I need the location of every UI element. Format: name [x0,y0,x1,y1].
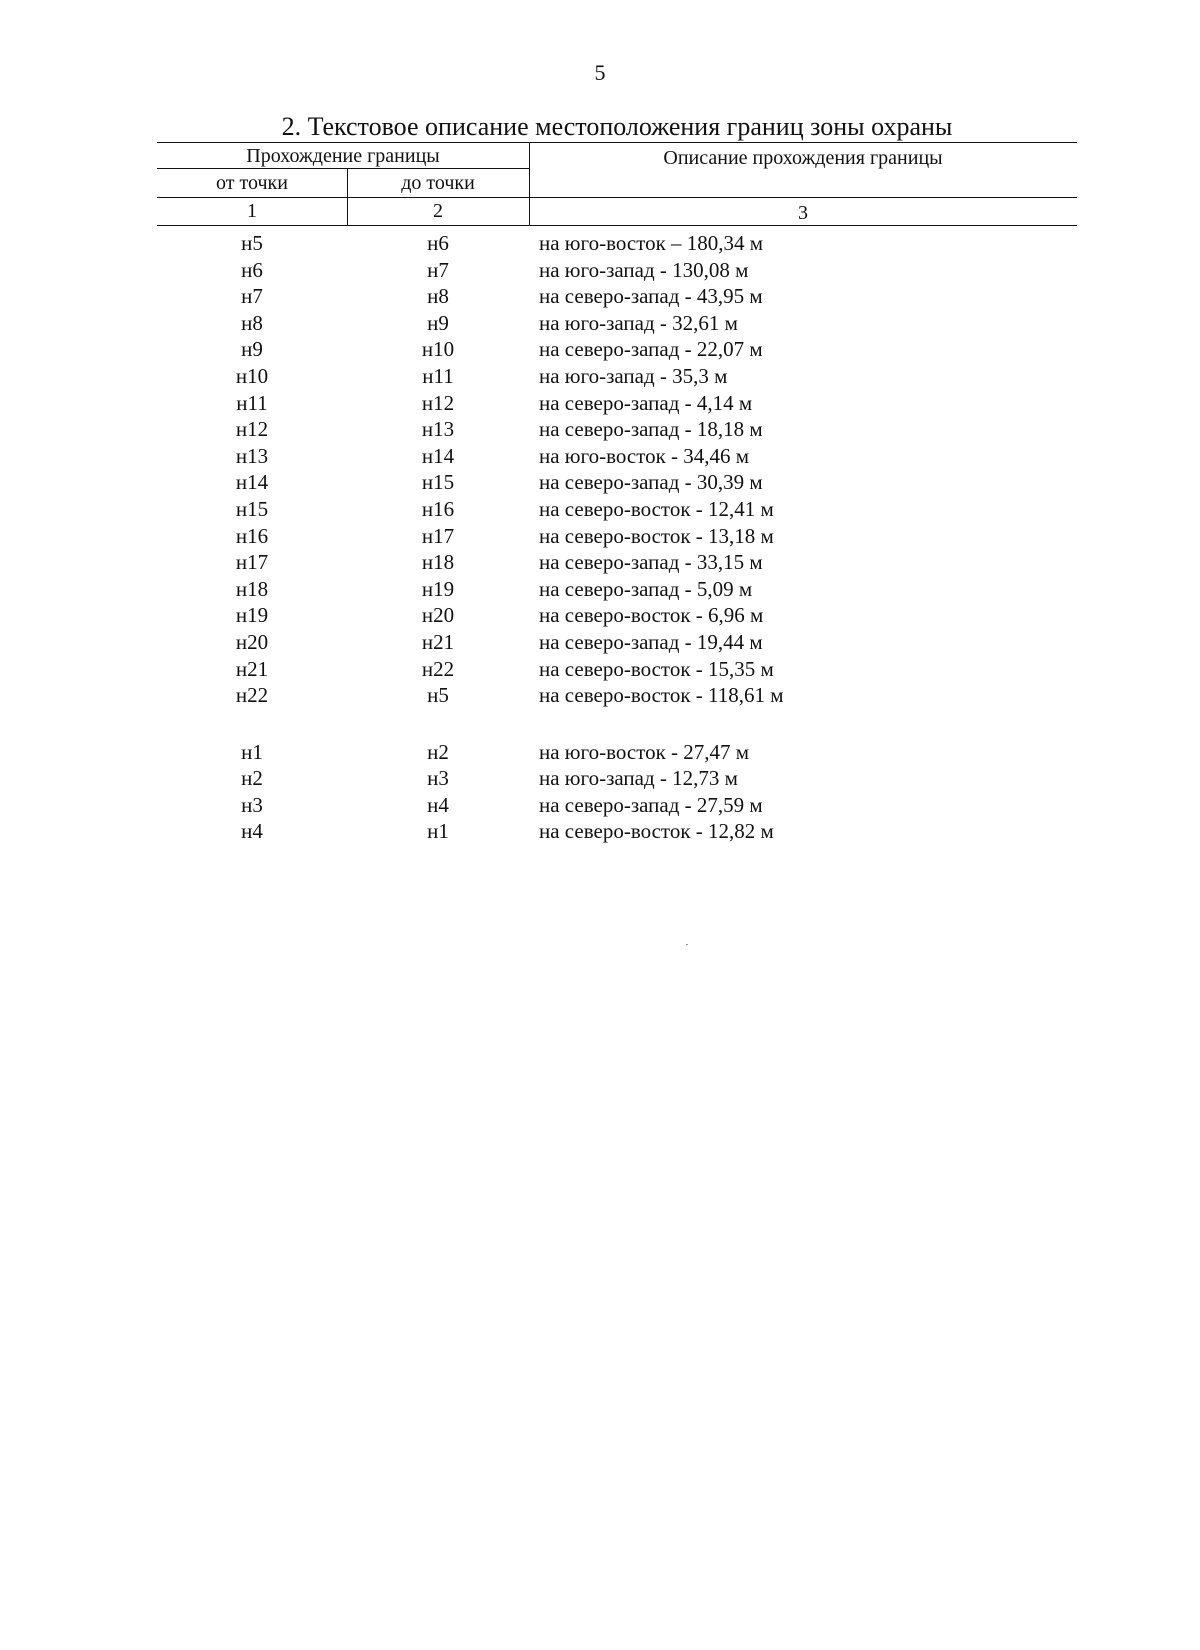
cell-description: на северо-восток - 118,61 м [539,683,784,708]
table-row [157,469,1077,496]
cell-to: н18 [421,550,455,575]
header-passage: Прохождение границы [246,145,440,167]
table-row [157,336,1077,363]
cell-from: н16 [235,523,269,548]
cell-from: н3 [241,792,263,817]
cell-from: н21 [235,656,269,681]
cell-description: на северо-запад - 43,95 м [539,284,763,309]
cell-from: н13 [235,443,269,468]
cell-to: н4 [427,792,449,817]
page-number: 5 [594,60,606,85]
table-row [157,230,1077,257]
table-row [157,257,1077,284]
cell-to: н7 [427,257,449,282]
cell-description: на северо-запад - 22,07 м [539,337,763,362]
cell-from: н10 [235,363,269,388]
scan-speck [686,944,688,945]
header-col-1: 1 [247,200,257,222]
cell-to: н2 [427,739,449,764]
cell-description: на северо-запад - 18,18 м [539,417,763,442]
cell-from: н17 [235,550,269,575]
cell-description: на юго-запад - 12,73 м [539,766,738,791]
cell-to: н11 [422,363,454,388]
header-description: Описание прохождения границы [663,147,943,169]
cell-from: н9 [241,337,263,362]
cell-description: на северо-запад - 5,09 м [539,576,753,601]
cell-description: на северо-восток - 12,41 м [539,496,774,521]
cell-from: н19 [235,603,269,628]
header-rule-sub [157,168,529,169]
cell-from: н1 [241,739,263,764]
cell-description: на северо-восток - 13,18 м [539,523,774,548]
cell-description: на северо-запад - 30,39 м [539,470,763,495]
table-row [157,576,1077,603]
table-row [157,792,1077,819]
table-row [157,602,1077,629]
cell-to: н12 [421,390,455,415]
cell-description: на юго-запад - 32,61 м [539,310,738,335]
cell-to: н10 [421,337,455,362]
cell-description: на юго-восток - 34,46 м [539,443,750,468]
cell-to: н19 [421,576,455,601]
cell-to: н8 [427,284,449,309]
cell-from: н11 [236,390,268,415]
header-from: от точки [216,172,288,194]
cell-description: на северо-запад - 4,14 м [539,390,753,415]
header-to: до точки [401,172,475,194]
cell-to: н13 [421,417,455,442]
table-row [157,523,1077,550]
table-row [157,363,1077,390]
cell-from: н22 [235,683,269,708]
cell-description: на северо-восток - 15,35 м [539,656,774,681]
table-row [157,390,1077,417]
cell-from: н2 [241,766,263,791]
table-row [157,682,1077,709]
table-row [157,283,1077,310]
cell-from: н5 [241,231,263,255]
cell-to: н9 [427,310,449,335]
cell-from: н8 [241,310,263,335]
cell-from: н7 [241,284,263,309]
cell-description: на северо-запад - 27,59 м [539,792,763,817]
cell-from: н20 [235,629,269,654]
table-row [157,765,1077,792]
cell-from: н14 [235,470,269,495]
cell-description: на юго-восток – 180,34 м [539,231,764,255]
header-col-3: 3 [798,202,808,224]
table-row [157,416,1077,443]
cell-from: н18 [235,576,269,601]
table-row [157,496,1077,523]
table-row [157,549,1077,576]
table-row [157,818,1077,845]
cell-description: на северо-запад - 33,15 м [539,550,763,575]
cell-to: н16 [421,496,455,521]
cell-to: н3 [427,766,449,791]
cell-to: н1 [427,819,449,844]
header-rule-mid [157,197,1077,198]
cell-from: н15 [235,496,269,521]
cell-to: н22 [421,656,455,681]
header-col-2: 2 [433,200,443,222]
cell-description: на северо-восток - 6,96 м [539,603,764,628]
table-row [157,310,1077,337]
cell-from: н6 [241,257,263,282]
cell-to: н21 [421,629,455,654]
table-row [157,656,1077,683]
cell-to: н15 [421,470,455,495]
table-row [157,739,1077,766]
cell-to: н17 [421,523,455,548]
cell-from: н12 [235,417,269,442]
cell-description: на северо-восток - 12,82 м [539,819,774,844]
cell-description: на северо-запад - 19,44 м [539,629,763,654]
cell-description: на юго-запад - 35,3 м [539,363,728,388]
cell-description: на юго-запад - 130,08 м [539,257,749,282]
header-rule-bottom [157,225,1077,226]
cell-description: на юго-восток - 27,47 м [539,739,750,764]
table-row [157,629,1077,656]
cell-to: н6 [427,231,449,255]
table-row [157,443,1077,470]
cell-to: н14 [421,443,455,468]
table-body [157,230,1077,845]
header-rule-top [157,142,1077,143]
cell-from: н4 [241,819,263,844]
cell-to: н5 [427,683,449,708]
page-title: 2. Текстовое описание местоположения границ зоны охраны [281,112,953,141]
cell-to: н20 [421,603,455,628]
